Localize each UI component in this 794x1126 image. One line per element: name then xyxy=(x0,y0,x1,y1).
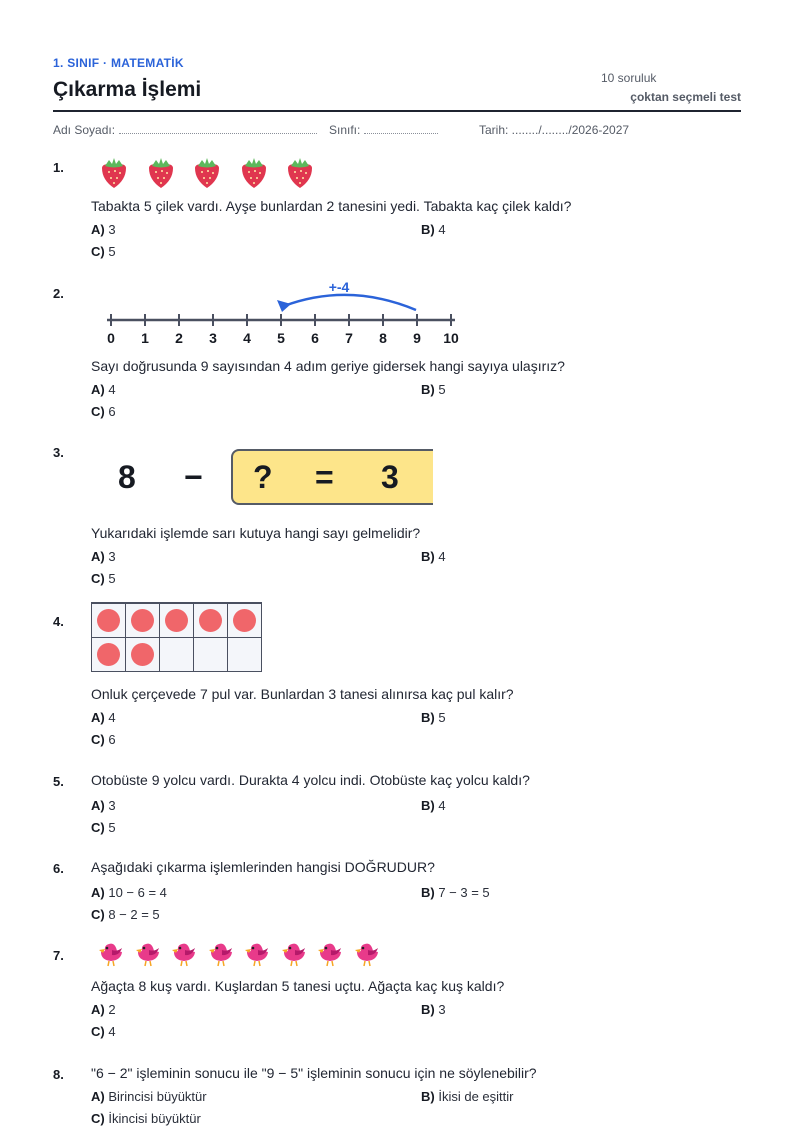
option-a[interactable] xyxy=(91,1089,207,1104)
bird-icon xyxy=(243,938,271,968)
option-letter: A) xyxy=(91,549,105,564)
question-number: 7. xyxy=(53,948,64,963)
option-a[interactable] xyxy=(91,1002,116,1017)
option-b[interactable] xyxy=(421,222,446,237)
ten-frame-cell xyxy=(194,638,228,672)
option-c[interactable] xyxy=(91,244,116,259)
option-b[interactable] xyxy=(421,549,446,564)
option-text: 5 xyxy=(108,244,116,259)
question-number: 2. xyxy=(53,286,64,301)
ten-frame-cell xyxy=(92,603,126,638)
equation-figure xyxy=(91,449,431,509)
number-line-label: 9 xyxy=(413,330,421,346)
option-letter: B) xyxy=(421,885,435,900)
number-line-label: 2 xyxy=(175,330,183,346)
question-number: 1. xyxy=(53,160,64,175)
number-line-label: 10 xyxy=(443,330,459,346)
strawberry-icon xyxy=(99,156,129,190)
option-text: 4 xyxy=(108,710,116,725)
counter-chip xyxy=(199,609,222,632)
equation-left: 8 xyxy=(118,459,136,495)
header-divider xyxy=(53,110,741,112)
counter-chip xyxy=(165,609,188,632)
option-c[interactable] xyxy=(91,1024,116,1039)
strawberry-icon xyxy=(239,156,269,190)
name-blank[interactable] xyxy=(119,123,317,134)
date-field xyxy=(479,123,629,137)
option-text: 3 xyxy=(438,1002,446,1017)
option-letter: C) xyxy=(91,907,105,922)
option-text: 5 xyxy=(108,571,116,586)
option-text: 10 − 6 = 4 xyxy=(108,885,167,900)
equation-unknown: ? xyxy=(253,459,273,495)
option-a[interactable] xyxy=(91,382,116,397)
number-line-label: 7 xyxy=(345,330,353,346)
option-letter: A) xyxy=(91,885,105,900)
option-text: 5 xyxy=(108,820,116,835)
jump-label: +-4 xyxy=(328,280,350,295)
counter-chip xyxy=(97,609,120,632)
option-b[interactable] xyxy=(421,1089,513,1104)
option-text: 4 xyxy=(438,549,446,564)
worksheet-page xyxy=(53,0,741,1126)
option-text: 4 xyxy=(108,382,116,397)
name-field[interactable] xyxy=(53,123,317,137)
option-b[interactable] xyxy=(421,885,490,900)
question-text: Sayı doğrusunda 9 sayısından 4 adım geriye gidersek hangi sayıya ulaşırız? xyxy=(91,358,565,374)
number-line-label: 5 xyxy=(277,330,285,346)
option-letter: A) xyxy=(91,710,105,725)
arrow-head-icon xyxy=(277,300,291,312)
bird-icon xyxy=(170,938,198,968)
name-label: Adı Soyadı: xyxy=(53,123,116,137)
option-letter: A) xyxy=(91,1089,105,1104)
option-text: 4 xyxy=(438,222,446,237)
option-text: 3 xyxy=(108,222,116,237)
class-blank[interactable] xyxy=(364,123,438,134)
ten-frame-grid xyxy=(91,602,262,672)
option-letter: B) xyxy=(421,710,435,725)
option-text: Birincisi büyüktür xyxy=(108,1089,207,1104)
subject-label: 1. SINIF · MATEMATİK xyxy=(53,56,184,70)
number-line-label: 3 xyxy=(209,330,217,346)
option-c[interactable] xyxy=(91,732,116,747)
question-text: Yukarıdaki işlemde sarı kutuya hangi sayı gelmelidir? xyxy=(91,525,421,541)
option-a[interactable] xyxy=(91,222,116,237)
option-letter: B) xyxy=(421,222,435,237)
option-c[interactable] xyxy=(91,571,116,586)
option-text: 6 xyxy=(108,404,116,419)
option-letter: C) xyxy=(91,820,105,835)
option-letter: A) xyxy=(91,1002,105,1017)
option-b[interactable] xyxy=(421,710,446,725)
strawberry-icon xyxy=(192,156,222,190)
question-text: Otobüste 9 yolcu vardı. Durakta 4 yolcu indi. Otobüste kaç yolcu kaldı? xyxy=(91,772,530,788)
option-letter: B) xyxy=(421,1089,435,1104)
class-field[interactable] xyxy=(329,123,438,137)
option-text: 5 xyxy=(438,710,446,725)
option-c[interactable] xyxy=(91,404,116,419)
bird-icon xyxy=(207,938,235,968)
question-count: 10 soruluk xyxy=(601,71,657,85)
option-text: 3 xyxy=(108,798,116,813)
option-text: 6 xyxy=(108,732,116,747)
option-text: İkisi de eşittir xyxy=(438,1089,514,1104)
option-letter: A) xyxy=(91,222,105,237)
counter-chip xyxy=(97,643,120,666)
counter-chip xyxy=(233,609,256,632)
strawberry-icon xyxy=(285,156,315,190)
date-label: Tarih: ......../......../2026-2027 xyxy=(479,123,630,137)
question-number: 6. xyxy=(53,861,64,876)
page-title: Çıkarma İşlemi xyxy=(53,78,202,101)
bird-icon xyxy=(280,938,308,968)
option-b[interactable] xyxy=(421,382,446,397)
number-line-label: 8 xyxy=(379,330,387,346)
jump-arc xyxy=(284,295,416,310)
option-letter: A) xyxy=(91,382,105,397)
option-c[interactable] xyxy=(91,1111,201,1126)
option-text: 2 xyxy=(108,1002,116,1017)
option-letter: A) xyxy=(91,798,105,813)
bird-icon xyxy=(353,938,381,968)
number-line xyxy=(103,280,473,348)
equation-equals: = xyxy=(315,459,334,495)
number-line-label: 0 xyxy=(107,330,115,346)
option-letter: C) xyxy=(91,244,105,259)
equation-result: 3 xyxy=(381,459,399,495)
ten-frame-cell xyxy=(126,603,160,638)
option-text: 4 xyxy=(108,1024,116,1039)
option-letter: B) xyxy=(421,798,435,813)
option-text: 8 − 2 = 5 xyxy=(108,907,160,922)
option-letter: B) xyxy=(421,1002,435,1017)
option-text: 7 − 3 = 5 xyxy=(438,885,490,900)
option-text: 3 xyxy=(108,549,116,564)
option-a[interactable] xyxy=(91,549,116,564)
equation-operator: − xyxy=(184,459,203,495)
ten-frame-cell xyxy=(228,638,262,672)
option-c[interactable] xyxy=(91,907,160,922)
option-b[interactable] xyxy=(421,1002,446,1017)
question-text: Onluk çerçevede 7 pul var. Bunlardan 3 tanesi alınırsa kaç pul kalır? xyxy=(91,686,514,702)
ten-frame-cell xyxy=(126,638,160,672)
counter-chip xyxy=(131,609,154,632)
question-number: 4. xyxy=(53,614,64,629)
option-a[interactable] xyxy=(91,885,167,900)
number-line-label: 6 xyxy=(311,330,319,346)
option-a[interactable] xyxy=(91,710,116,725)
ten-frame-cell xyxy=(160,603,194,638)
strawberry-icon xyxy=(146,156,176,190)
class-label: Sınıfı: xyxy=(329,123,361,137)
question-text: Tabakta 5 çilek vardı. Ayşe bunlardan 2 tanesini yedi. Tabakta kaç çilek kaldı? xyxy=(91,198,572,214)
counter-chip xyxy=(131,643,154,666)
option-letter: C) xyxy=(91,404,105,419)
option-letter: C) xyxy=(91,732,105,747)
question-text: "6 − 2" işleminin sonucu ile "9 − 5" işleminin sonucu için ne söylenebilir? xyxy=(91,1065,537,1081)
bird-icon xyxy=(134,938,162,968)
option-text: 4 xyxy=(438,798,446,813)
option-b[interactable] xyxy=(421,798,446,813)
question-number: 8. xyxy=(53,1067,64,1082)
question-number: 5. xyxy=(53,774,64,789)
question-text: Aşağıdaki çıkarma işlemlerinden hangisi DOĞRUDUR? xyxy=(91,859,435,875)
option-text: 5 xyxy=(438,382,446,397)
bird-icon xyxy=(316,938,344,968)
option-letter: B) xyxy=(421,549,435,564)
test-type: çoktan seçmeli test xyxy=(630,90,741,104)
bird-icon xyxy=(97,938,125,968)
option-a[interactable] xyxy=(91,798,116,813)
option-letter: C) xyxy=(91,1024,105,1039)
option-c[interactable] xyxy=(91,820,116,835)
ten-frame-cell xyxy=(92,638,126,672)
option-letter: C) xyxy=(91,1111,105,1126)
option-text: İkincisi büyüktür xyxy=(108,1111,201,1126)
ten-frame xyxy=(91,602,262,672)
option-letter: B) xyxy=(421,382,435,397)
ten-frame-cell xyxy=(228,603,262,638)
ten-frame-cell xyxy=(194,603,228,638)
question-number: 3. xyxy=(53,445,64,460)
number-line-label: 4 xyxy=(243,330,251,346)
number-line-label: 1 xyxy=(141,330,149,346)
question-text: Ağaçta 8 kuş vardı. Kuşlardan 5 tanesi uçtu. Ağaçta kaç kuş kaldı? xyxy=(91,978,505,994)
option-letter: C) xyxy=(91,571,105,586)
ten-frame-cell xyxy=(160,638,194,672)
